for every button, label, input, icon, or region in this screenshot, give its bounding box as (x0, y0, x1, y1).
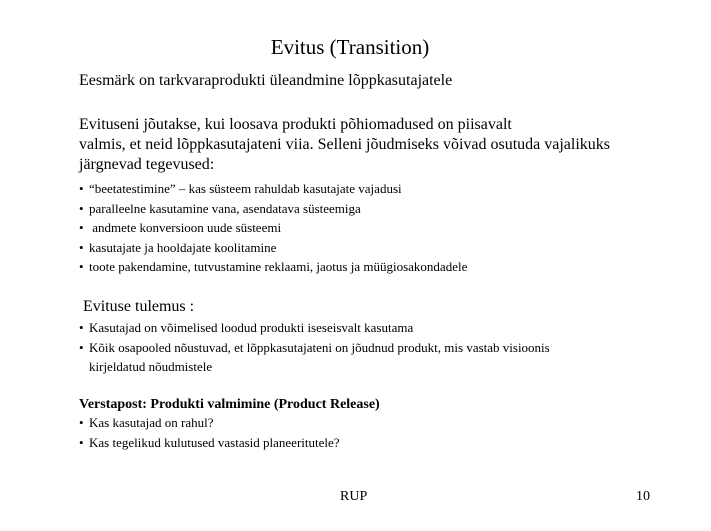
footer-label: RUP (340, 489, 368, 504)
list-item (79, 238, 467, 258)
list-item (79, 199, 467, 219)
list-item-text: Kas kasutajad on rahul? (89, 415, 214, 430)
list-item (79, 338, 550, 377)
list-item-text: Kõik osapooled nõustuvad, et lõppkasutajateni on jõudnud produkt, mis vastab visioonis (89, 339, 550, 355)
list-item (79, 433, 340, 453)
slide-subtitle: Eesmärk on tarkvaraprodukti üleandmine lõppkasutajatele (79, 72, 453, 89)
list-item-text: paralleelne kasutamine vana, asendatava süsteemiga (89, 200, 361, 216)
bullet-icon: • (79, 415, 84, 430)
bullet-icon: • (79, 320, 84, 335)
intro-line: Evituseni jõutakse, kui loosava produkti põhiomadused on piisavalt (79, 116, 512, 133)
list-item (79, 218, 467, 238)
results-list (79, 318, 550, 377)
list-item-text: “beetatestimine” – kas süsteem rahuldab kasutajate vajadusi (89, 181, 402, 196)
bullet-icon: • (79, 339, 84, 355)
bullet-icon: • (79, 434, 84, 450)
milestone-heading: Verstapost: Produkti valmimine (Product Release) (79, 397, 380, 412)
list-item (79, 257, 467, 277)
page-number: 10 (636, 489, 650, 504)
intro-line: järgnevad tegevused: (79, 156, 215, 173)
list-item-text: toote pakendamine, tutvustamine reklaami, jaotus ja müügiosakondadele (89, 259, 468, 274)
intro-line: valmis, et neid lõppkasutajateni viia. Selleni jõudmiseks võivad osutuda vajalikuks (79, 136, 611, 153)
milestone-questions-list (79, 413, 340, 452)
bullet-icon: • (79, 259, 84, 274)
bullet-icon: • (79, 200, 84, 216)
list-item-continuation: kirjeldatud nõudmistele (89, 359, 213, 374)
list-item-text: Kas tegelikud kulutused vastasid planeeritutele? (89, 434, 340, 450)
slide-title: Evitus (Transition) (270, 35, 430, 59)
list-item (79, 179, 467, 199)
bullet-icon: • (79, 220, 84, 235)
list-item (79, 413, 340, 433)
list-item-text: kasutajate ja hooldajate koolitamine (89, 239, 277, 255)
intro-paragraph (79, 115, 699, 175)
bullet-icon: • (79, 239, 84, 255)
list-item-text: andmete konversioon uude süsteemi (89, 220, 282, 235)
activities-list (79, 179, 467, 277)
list-item (79, 318, 550, 338)
list-item-text: Kasutajad on võimelised loodud produkti iseseisvalt kasutama (89, 320, 414, 335)
result-heading: Evituse tulemus : (83, 298, 195, 315)
bullet-icon: • (79, 181, 84, 196)
